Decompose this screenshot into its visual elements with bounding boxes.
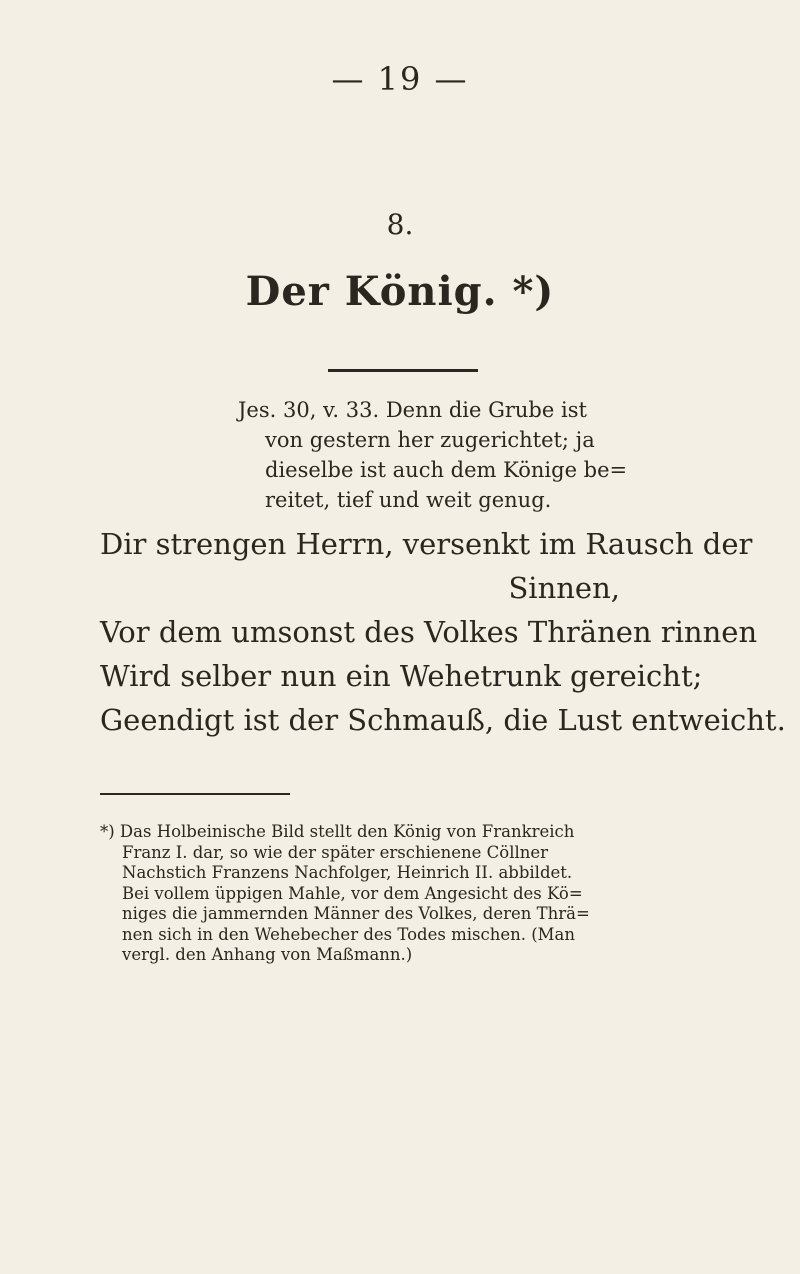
citation-line: von gestern her zugerichtet; ja: [265, 428, 595, 452]
poem-line: Wird selber nun ein Wehetrunk gereicht;: [100, 659, 703, 693]
footnote-line: nen sich in den Wehebecher des Todes mischen. (Man: [122, 924, 576, 944]
page-number: — 19 —: [331, 60, 469, 98]
title-divider: [328, 369, 478, 372]
footnote-line: *) Das Holbeinische Bild stellt den König von Frankreich: [100, 822, 575, 841]
footnote-line: Bei vollem üppigen Mahle, vor dem Angesicht des Kö=: [122, 883, 583, 903]
poem-title: Der König. *): [245, 268, 555, 315]
section-number: 8.: [386, 208, 414, 241]
citation-line: dieselbe ist auch dem Könige be=: [265, 458, 628, 482]
bible-citation: [238, 395, 628, 515]
footnote-line: Franz I. dar, so wie der später erschienene Cöllner: [122, 842, 549, 862]
footnote: [100, 822, 700, 966]
footnote-line: Nachstich Franzens Nachfolger, Heinrich II. abbildet.: [122, 863, 573, 882]
citation-line: Jes. 30, v. 33. Denn die Grube ist: [238, 398, 587, 422]
poem-line: Sinnen,: [508, 571, 620, 605]
footnote-line: vergl. den Anhang von Maßmann.): [122, 945, 413, 964]
footnote-divider: [100, 793, 290, 795]
citation-line: reitet, tief und weit genug.: [265, 488, 552, 512]
footnote-line: niges die jammernden Männer des Volkes, deren Thrä=: [122, 904, 590, 923]
poem-line: Dir strengen Herrn, versenkt im Rausch der: [100, 527, 753, 561]
poem-line: Geendigt ist der Schmauß, die Lust entweicht.: [100, 703, 786, 737]
poem-line: Vor dem umsonst des Volkes Thränen rinnen: [100, 615, 758, 649]
poem-body: [100, 522, 786, 742]
